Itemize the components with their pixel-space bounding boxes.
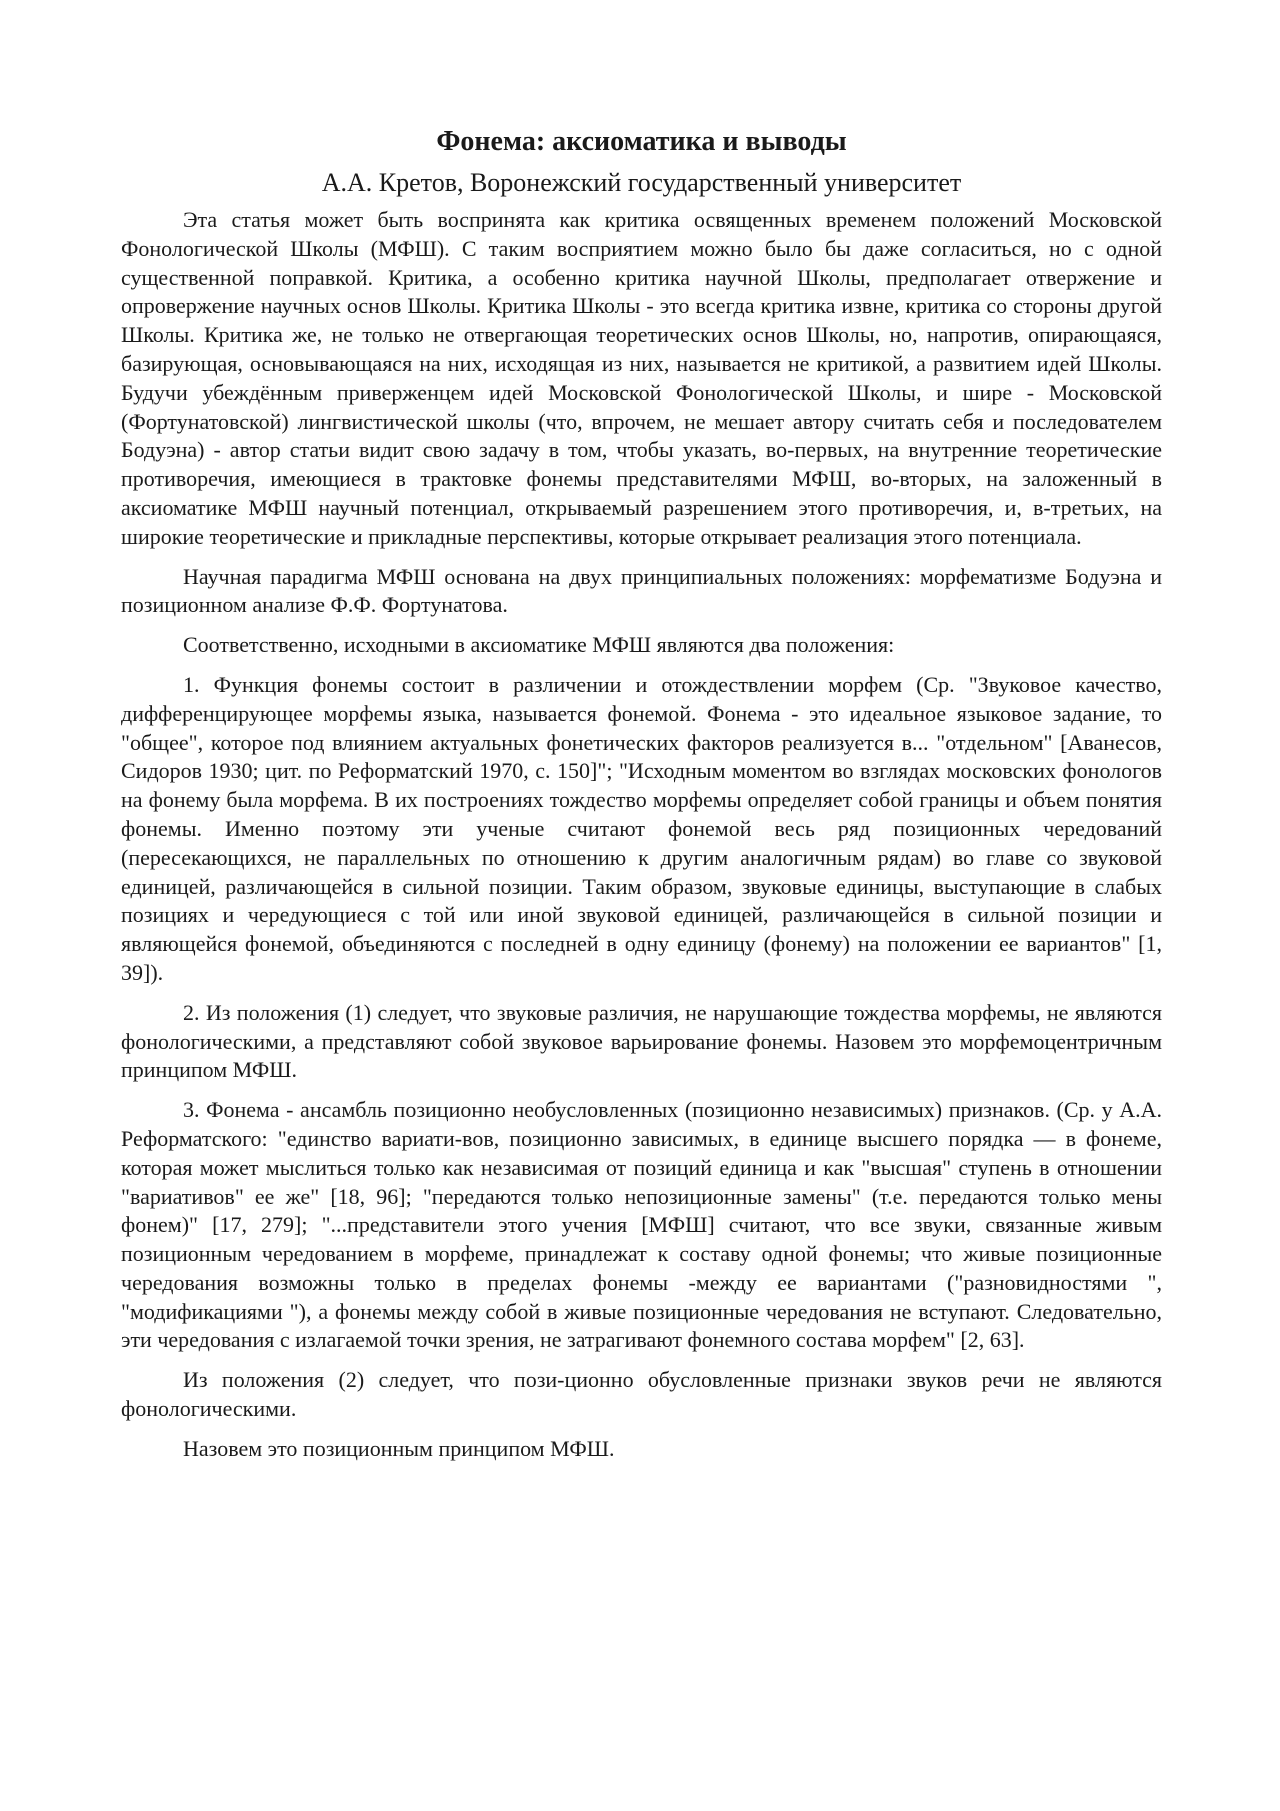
paragraph-axiom-2: 2. Из положения (1) следует, что звуковые различия, не нарушающие тождества морфемы, не являются фонологическими, а представляют собой звуковое варьирование фонемы. Назовем это морфемоцентричным принципом МФШ. <box>121 999 1162 1083</box>
document-page <box>121 124 1162 1475</box>
article-title: Фонема: аксиоматика и выводы <box>436 126 847 157</box>
paragraph-axioms-intro: Соответственно, исходными в аксиоматике МФШ являются два положения: <box>183 632 895 658</box>
author-affiliation: А.А. Кретов, Воронежский государственный университет <box>321 168 962 197</box>
paragraph-axiom-1: 1. Функция фонемы состоит в различении и отождествлении морфем (Ср. "Звуковое качество, дифференцирующее морфемы языка, называется фонемой. Фонема - это идеальное языковое задание, то "общее", которое под влиянием актуальных фонетических факторов реализуется в... "отдельном" [Аванесов, Сидоров 1930; цит. по Реформатский 1970, с. 150]"; "Исходным моментом во взглядах московских фонологов на фонему была морфема. В их построениях тождество морфемы определяет собой границы и объем понятия фонемы. Именно поэтому эти ученые считают фонемой весь ряд позиционных чередований (пересекающихся, не параллельных по отношению к другим аналогичным рядам) во главе со звуковой единицей, различающейся в сильной позиции. Таким образом, звуковые единицы, выступающие в слабых позициях и чередующиеся с той или иной звуковой единицей, различающейся в сильной позиции и являющейся фонемой, объединяются с последней в одну единицу (фонему) на положении ее вариантов" [1, 39]). <box>121 671 1162 985</box>
paragraph-consequence: Из положения (2) следует, что пози-ционно обусловленные признаки звуков речи не являются фонологическими. <box>121 1367 1162 1422</box>
paragraph-positional-principle: Назовем это позиционным принципом МФШ. <box>183 1435 615 1461</box>
paragraph-intro: Эта статья может быть воспринята как критика освященных временем положений Московской Фонологической Школы (МФШ). С таким восприятием можно было бы даже согласиться, но с одной существенной поправкой. Критика, а особенно критика научной Школы, предполагает отвержение и опровержение научных основ Школы. Критика Школы - это всегда критика извне, критика со стороны другой Школы. Критика же, не только не отвергающая теоретических основ Школы, но, напротив, опирающаяся, базирующая, основывающаяся на них, исходящая из них, называется не критикой, а развитием идей Школы. Будучи убеждённым приверженцем идей Московской Фонологической Школы, и шире - Московской (Фортунатовской) лингвистической школы (что, впрочем, не мешает автору считать себя и последователем Бодуэна) - автор статьи видит свою задачу в том, чтобы указать, во-первых, на внутренние теоретические противоречия, имеющиеся в трактовке фонемы представителями МФШ, во-вторых, на заложенный в аксиоматике МФШ научный потенциал, открываемый разрешением этого противоречия, и, в-третьих, на широкие теоретические и прикладные перспективы, которые открывает реализация этого потенциала. <box>121 207 1162 549</box>
paragraph-axiom-3: 3. Фонема - ансамбль позиционно необусловленных (позиционно независимых) признаков. (Ср. у А.А. Реформатского: "единство вариати-вов, позиционно зависимых, в единице высшего порядка — в фонеме, которая может мыслиться только как независимая от позиций единица и как "высшая" ступень в отношении "вариативов" ее же" [18, 96]; "передаются только непозиционные замены" (т.е. передаются только мены фонем)" [17, 279]; "...представители этого учения [МФШ] считают, что все звуки, связанные живым позиционным чередованием в морфеме, принадлежат к составу одной фонемы; что живые позиционные чередования возможны только в пределах фонемы -между ее вариантами ("разновидностями ", "модификациями "), а фонемы между собой в живые позиционные чередования не вступают. Следовательно, эти чередования с излагаемой точки зрения, не затрагивают фонемного состава морфем" [2, 63]. <box>121 1097 1162 1353</box>
paragraph-paradigm: Научная парадигма МФШ основана на двух принципиальных положениях: морфематизме Бодуэна и позиционном анализе Ф.Ф. Фортунатова. <box>121 563 1162 618</box>
